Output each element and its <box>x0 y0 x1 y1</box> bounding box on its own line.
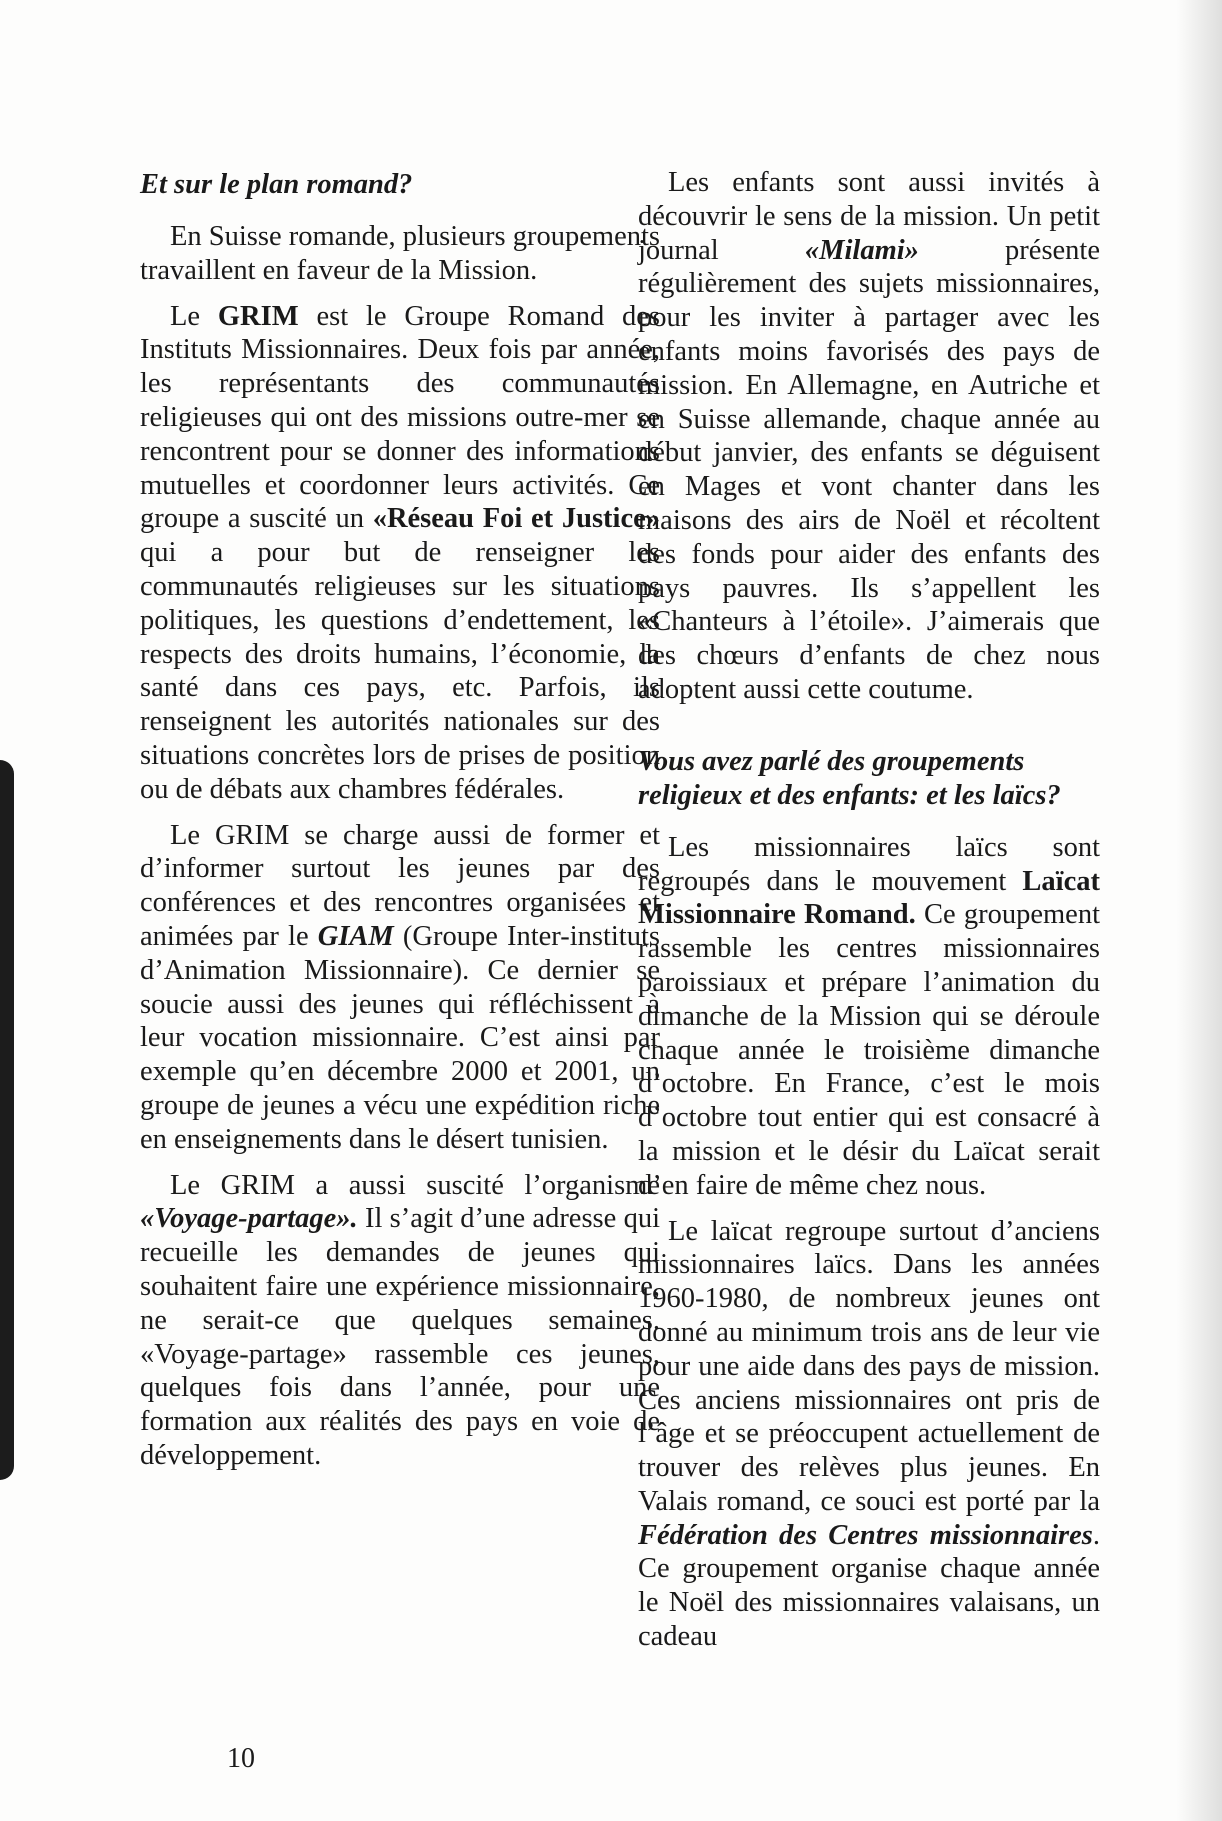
p2-mid: est le Groupe Romand des Instituts Missionnaires. Deux fois par année, les représentants des communautés religieuses qui ont des missions outre-mer se rencontrent pour se donner des informations mutuelles et coordonner leurs activités. Ce groupe a suscité un <box>140 300 660 535</box>
milami-term: «Milami» <box>804 234 919 266</box>
reseau-term: «Réseau Foi et Justice» <box>372 503 660 535</box>
page-edge-shadow-right <box>1176 0 1222 1821</box>
p4-after: Il s’agit d’une adresse qui recueille les demandes de jeunes qui souhaitent faire une expérience missionnaire, ne serait-ce que quelques semaines. «Voyage-partage» rassemble ces jeunes, quelques fois dans l’année, pour une formation aux réalités des pays en voie de développement. <box>140 1203 660 1471</box>
rp2-before: Les missionnaires laïcs sont regroupés dans le mouvement <box>638 831 1100 897</box>
right-paragraph-3 <box>638 1215 1100 1654</box>
page-edge-shadow-left <box>0 760 14 1480</box>
left-paragraph-4 <box>140 1169 660 1473</box>
voyage-term: «Voyage-partage». <box>140 1203 358 1235</box>
right-paragraph-2 <box>638 831 1100 1203</box>
right-paragraph-1 <box>638 166 1100 707</box>
right-heading: Vous avez parlé des groupements religieux et des enfants: et les laïcs? <box>638 745 1061 811</box>
rp1-before: Les enfants sont aussi invités à découvrir le sens de la mission. Un petit journal <box>638 167 1100 266</box>
grim-term: GRIM <box>217 300 299 332</box>
left-paragraph-1: En Suisse romande, plusieurs groupements travaillent en faveur de la Mission. <box>140 221 660 286</box>
p4-before: Le GRIM a aussi suscité l’organisme <box>170 1169 660 1201</box>
left-paragraph-3 <box>140 819 660 1157</box>
left-column <box>140 168 660 1485</box>
p2-before: Le <box>170 300 218 332</box>
rp3-before: Le laïcat regroupe surtout d’anciens missionnaires laïcs. Dans les années 1960-1980, de nombreux jeunes ont donné au minimum trois ans de leur vie pour une aide dans des pays de mission. Ces anciens missionnaires ont pris de l’âge et se préoccupent actuellement de trouver des relèves plus jeunes. En Valais romand, ce souci est porté par la <box>638 1215 1100 1517</box>
laicat-term: Laïcat Missionnaire Romand. <box>638 865 1100 931</box>
rp2-after: Ce groupement rassemble les centres missionnaires paroissiaux et prépare l’animation du dimanche de la Mission qui se déroule chaque année le troisième dimanche d’octobre. En France, c’est le mois d’octobre tout entier qui est consacré à la mission et le désir du Laïcat serait d’en faire de même chez nous. <box>638 899 1100 1201</box>
p3-before: Le GRIM se charge aussi de former et d’informer surtout les jeunes par des conférences et des rencontres organisées et animées par le <box>140 819 660 952</box>
right-column <box>638 166 1100 1666</box>
left-paragraph-2 <box>140 300 660 807</box>
rp3-after: . Ce groupement organise chaque année le Noël des missionnaires valaisans, un cadeau <box>638 1519 1100 1653</box>
p3-after: (Groupe Inter-instituts d’Animation Missionnaire). Ce dernier se soucie aussi des jeunes qui réfléchissent à leur vocation missionnaire. C’est ainsi par exemple qu’en décembre 2000 et 2001, un groupe de jeunes a vécu une expédition riche en enseignements dans le désert tunisien. <box>140 920 660 1155</box>
page-number: 10 <box>227 1743 255 1774</box>
p2-after: qui a pour but de renseigner les communautés religieuses sur les situations politiques, les questions d’endettement, les respects des droits humains, l’économie, la santé dans ces pays, etc. Parfois, ils renseignent les autorités nationales sur des situations concrètes lors de prises de position ou de débats aux chambres fédérales. <box>140 537 660 805</box>
giam-term: GIAM <box>317 920 394 952</box>
left-heading: Et sur le plan romand? <box>140 169 413 200</box>
federation-term: Fédération des Centres missionnaires <box>638 1519 1093 1551</box>
rp1-after: présente régulièrement des sujets missionnaires, pour les inviter à partager avec les enfants moins favorisés des pays de mission. En Allemagne, en Autriche et en Suisse allemande, chaque année au début janvier, des enfants se déguisent en Mages et vont chanter dans les maisons des airs de Noël et récoltent des fonds pour aider des enfants des pays pauvres. Ils s’appellent les «Chanteurs à l’étoile». J’aimerais que des chœurs d’enfants de chez nous adoptent aussi cette coutume. <box>638 234 1101 705</box>
